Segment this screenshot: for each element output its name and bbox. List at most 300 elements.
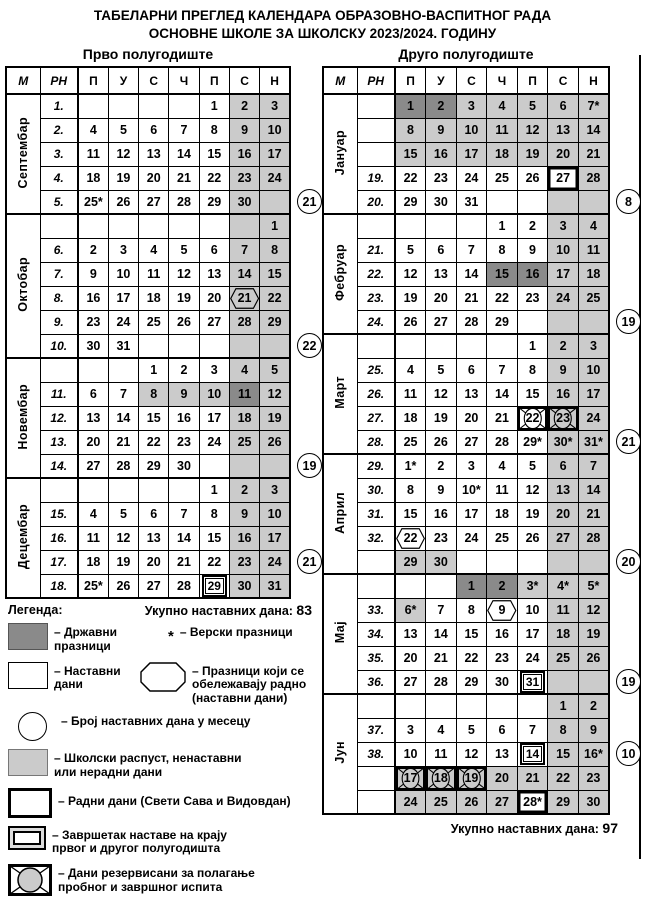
day-cell: 27: [395, 670, 426, 694]
day-cell: 19: [108, 166, 138, 190]
day-cell: [108, 94, 138, 118]
column-header: Н: [578, 67, 609, 94]
day-cell: 17: [260, 526, 290, 550]
day-cell: 14: [456, 262, 487, 286]
day-cell: [578, 310, 609, 334]
day-cell: 25: [229, 430, 259, 454]
day-cell: 25*: [78, 190, 108, 214]
day-cell: [199, 334, 229, 358]
day-cell-dbox: 14: [517, 742, 548, 766]
day-cell: 30: [229, 190, 259, 214]
day-cell: 18: [78, 166, 108, 190]
day-cell: 26: [426, 430, 457, 454]
week-number: 26.: [357, 382, 395, 406]
day-cell: [260, 454, 290, 478]
day-cell: 5: [456, 718, 487, 742]
week-number: 31.: [357, 502, 395, 526]
day-cell: 20: [199, 286, 229, 310]
day-cell: 4: [426, 718, 457, 742]
day-cell: 7: [169, 502, 199, 526]
day-cell: 24: [456, 526, 487, 550]
month-teaching-days-circle: 8: [616, 189, 641, 214]
legend-label: – Дани резервисани за полагање пробног и завршног испита: [58, 866, 255, 894]
first-semester-table: [5, 66, 317, 599]
day-cell: 7: [487, 358, 518, 382]
day-cell: 27: [487, 790, 518, 814]
month-label: Децембар: [6, 478, 40, 598]
column-header: Ч: [487, 67, 518, 94]
week-number: 14.: [40, 454, 78, 478]
week-number: 7.: [40, 262, 78, 286]
day-cell: [139, 94, 169, 118]
week-number: 18.: [40, 574, 78, 598]
day-cell: 19: [108, 550, 138, 574]
day-cell: 8: [260, 238, 290, 262]
day-cell: 8: [517, 358, 548, 382]
day-cell: [578, 190, 609, 214]
day-cell: [578, 550, 609, 574]
week-number: [357, 94, 395, 118]
teaching-day-swatch-icon: [8, 662, 48, 689]
day-cell: [169, 334, 199, 358]
week-number: 6.: [40, 238, 78, 262]
column-header: С: [456, 67, 487, 94]
first-semester-title: Прво полугодиште: [82, 46, 214, 62]
day-cell: 8: [487, 238, 518, 262]
day-cell: 28: [108, 454, 138, 478]
day-cell: 11: [395, 382, 426, 406]
day-cell: 29: [199, 190, 229, 214]
week-number: 36.: [357, 670, 395, 694]
day-cell: [517, 310, 548, 334]
day-cell: 4: [78, 118, 108, 142]
day-cell: [456, 550, 487, 574]
day-cell: 21: [456, 286, 487, 310]
day-cell: 6: [548, 454, 579, 478]
day-cell: 28: [578, 526, 609, 550]
day-cell: 23: [78, 310, 108, 334]
day-cell: 29: [395, 550, 426, 574]
day-cell: 2: [548, 334, 579, 358]
day-cell: 6*: [395, 598, 426, 622]
day-cell: [169, 214, 199, 238]
day-cell: 5: [426, 358, 457, 382]
day-cell: 7*: [578, 94, 609, 118]
day-cell: 6: [487, 718, 518, 742]
day-cell: 26: [517, 166, 548, 190]
day-cell: 5: [108, 502, 138, 526]
column-header: У: [108, 67, 138, 94]
month-teaching-days-circle: 19: [616, 309, 641, 334]
day-cell: 14: [108, 406, 138, 430]
day-cell: 18: [229, 406, 259, 430]
day-cell: [517, 190, 548, 214]
day-cell: 2: [78, 238, 108, 262]
week-number: 38.: [357, 742, 395, 766]
day-cell: 21: [517, 766, 548, 790]
week-number: 10.: [40, 334, 78, 358]
day-cell: 9: [78, 262, 108, 286]
day-cell: 10: [578, 358, 609, 382]
day-cell: 1: [517, 334, 548, 358]
month-teaching-days-circle: 21: [297, 189, 322, 214]
month-label: Мај: [323, 574, 357, 694]
day-cell: [395, 694, 426, 718]
day-cell: 18: [395, 406, 426, 430]
week-number: [357, 550, 395, 574]
total-value: 83: [296, 602, 312, 618]
day-cell: 1: [199, 478, 229, 502]
day-cell: 11: [548, 598, 579, 622]
day-cell-dbox: 31: [517, 670, 548, 694]
day-cell: 5: [169, 238, 199, 262]
day-cell: 23: [578, 766, 609, 790]
state-holiday-swatch-icon: [8, 623, 48, 650]
day-cell: [78, 214, 108, 238]
week-number: 35.: [357, 646, 395, 670]
page-title-line1: ТАБЕЛАРНИ ПРЕГЛЕД КАЛЕНДАРА ОБРАЗОВНО-ВАСПИТНОГ РАДА: [93, 8, 552, 23]
day-cell: 23: [169, 430, 199, 454]
day-cell: [426, 214, 457, 238]
day-cell: 5: [260, 358, 290, 382]
day-cell: 20: [395, 646, 426, 670]
day-cell: 8: [456, 598, 487, 622]
day-cell: 2: [578, 694, 609, 718]
day-cell: 25: [139, 310, 169, 334]
day-cell: 8: [548, 718, 579, 742]
column-header: С: [139, 67, 169, 94]
day-cell: 6: [456, 358, 487, 382]
day-cell: [199, 214, 229, 238]
day-cell: 9: [426, 118, 457, 142]
day-cell-hex: 21: [229, 286, 259, 310]
day-cell: 24: [108, 310, 138, 334]
day-cell: 27: [199, 310, 229, 334]
day-cell: 10: [260, 502, 290, 526]
day-cell: 12: [169, 262, 199, 286]
week-number: 30.: [357, 478, 395, 502]
column-header: У: [426, 67, 457, 94]
day-cell: 6: [199, 238, 229, 262]
day-cell: 2: [426, 454, 457, 478]
total-label: Укупно наставних дана:: [450, 822, 599, 836]
day-cell: 25: [426, 790, 457, 814]
day-cell: 4: [395, 358, 426, 382]
day-cell: 30: [229, 574, 259, 598]
day-cell: [229, 334, 259, 358]
day-cell: 4: [487, 94, 518, 118]
day-cell: 1: [395, 94, 426, 118]
month-teaching-days-circle: 21: [297, 549, 322, 574]
day-cell: 26: [517, 526, 548, 550]
day-cell: 20: [78, 430, 108, 454]
day-cell: 24: [548, 286, 579, 310]
day-cell-exam: 23: [548, 406, 579, 430]
day-cell: 15: [395, 502, 426, 526]
second-semester-title: Друго полугодиште: [398, 46, 534, 62]
day-cell: 16: [229, 142, 259, 166]
day-cell: 13: [426, 262, 457, 286]
day-cell: 10: [199, 382, 229, 406]
day-cell: 7: [169, 118, 199, 142]
day-cell: 17: [578, 382, 609, 406]
day-cell: [517, 694, 548, 718]
day-cell: 22: [395, 166, 426, 190]
month-teaching-days-circle: 20: [616, 549, 641, 574]
week-number: 27.: [357, 406, 395, 430]
day-cell: 1: [548, 694, 579, 718]
week-number: 1.: [40, 94, 78, 118]
day-cell: 7: [229, 238, 259, 262]
day-cell: 5: [517, 454, 548, 478]
day-cell: 18: [487, 142, 518, 166]
day-cell: 3: [199, 358, 229, 382]
day-cell: [229, 214, 259, 238]
day-cell: [517, 550, 548, 574]
day-cell-box: 28*: [517, 790, 548, 814]
day-cell: 30: [426, 550, 457, 574]
day-cell: 23: [229, 550, 259, 574]
day-cell: 4: [78, 502, 108, 526]
day-cell: [229, 454, 259, 478]
day-cell: 2: [169, 358, 199, 382]
day-cell: 6: [139, 118, 169, 142]
day-cell: 10: [108, 262, 138, 286]
day-cell: 22: [139, 430, 169, 454]
day-cell: 15: [199, 142, 229, 166]
day-cell: 9: [578, 718, 609, 742]
day-cell: 14: [169, 526, 199, 550]
day-cell: 21: [578, 142, 609, 166]
day-cell: [487, 694, 518, 718]
column-header: П: [395, 67, 426, 94]
day-cell: 11: [229, 382, 259, 406]
day-cell: 12: [426, 382, 457, 406]
week-number: 15.: [40, 502, 78, 526]
day-cell: 7: [108, 382, 138, 406]
day-cell: [395, 334, 426, 358]
day-cell-exam: 18: [426, 766, 457, 790]
week-number: 37.: [357, 718, 395, 742]
day-cell: [78, 478, 108, 502]
column-header: Ч: [169, 67, 199, 94]
day-cell: 3: [578, 334, 609, 358]
day-cell: 18: [578, 262, 609, 286]
day-cell: [260, 334, 290, 358]
day-cell: 18: [139, 286, 169, 310]
day-cell: [456, 694, 487, 718]
day-cell: 10: [456, 118, 487, 142]
week-number: 22.: [357, 262, 395, 286]
legend-item-religious-holidays: [140, 623, 360, 654]
day-cell: 22: [456, 646, 487, 670]
week-number: 33.: [357, 598, 395, 622]
legend-item-working-holidays: [140, 662, 360, 706]
day-cell: 7: [456, 238, 487, 262]
day-cell: [578, 670, 609, 694]
day-cell: 16: [487, 622, 518, 646]
day-cell: 5*: [578, 574, 609, 598]
day-cell: 24: [517, 646, 548, 670]
day-cell: 21: [426, 646, 457, 670]
week-number: [357, 214, 395, 238]
legend-label: – Број наставних дана у месецу: [61, 713, 251, 728]
day-cell: 19: [517, 502, 548, 526]
day-cell: 25: [395, 430, 426, 454]
day-cell: 22: [487, 286, 518, 310]
day-cell: 28: [169, 190, 199, 214]
day-cell: 20: [487, 766, 518, 790]
week-number: 29.: [357, 454, 395, 478]
legend-label: – Школски распуст, ненаставни или нерадни дани: [54, 750, 242, 779]
day-cell: [139, 478, 169, 502]
day-cell: 18: [487, 502, 518, 526]
day-cell: 5: [517, 94, 548, 118]
total-label: Укупно наставних дана:: [144, 604, 293, 618]
week-number: [40, 478, 78, 502]
day-cell: 4: [487, 454, 518, 478]
day-cell: 28: [487, 430, 518, 454]
day-cell: 12: [395, 262, 426, 286]
day-cell: 2: [229, 94, 259, 118]
day-cell: [139, 214, 169, 238]
day-cell: 9: [426, 478, 457, 502]
day-cell: 11: [139, 262, 169, 286]
day-cell: [487, 190, 518, 214]
day-cell: 3: [108, 238, 138, 262]
day-cell: 24: [260, 550, 290, 574]
day-cell: 17: [548, 262, 579, 286]
day-cell: 1: [139, 358, 169, 382]
day-cell: 30: [78, 334, 108, 358]
month-label: Фебруар: [323, 214, 357, 334]
day-cell: 3: [456, 94, 487, 118]
week-number: [357, 694, 395, 718]
day-cell: 31*: [578, 430, 609, 454]
day-cell: 7: [426, 598, 457, 622]
day-cell-exam: 17: [395, 766, 426, 790]
day-cell: 20: [548, 502, 579, 526]
day-cell: 12: [517, 478, 548, 502]
week-number: 21.: [357, 238, 395, 262]
month-teaching-days-circle: 19: [616, 669, 641, 694]
day-cell: [395, 214, 426, 238]
day-cell: [548, 670, 579, 694]
month-label: Март: [323, 334, 357, 454]
break-swatch-icon: [8, 749, 48, 776]
day-cell: 6: [139, 502, 169, 526]
legend-label: – Радни дани (Свети Сава и Видовдан): [58, 793, 291, 808]
day-cell: 21: [578, 502, 609, 526]
day-cell: 31: [108, 334, 138, 358]
day-cell: [456, 214, 487, 238]
day-cell: 14: [578, 118, 609, 142]
day-cell-exam: 19: [456, 766, 487, 790]
day-cell: 12: [456, 742, 487, 766]
day-cell-hex: 9: [487, 598, 518, 622]
day-cell-box: 27: [548, 166, 579, 190]
day-cell: 16: [229, 526, 259, 550]
day-cell: 22: [199, 166, 229, 190]
day-cell: 14: [169, 142, 199, 166]
day-cell: 16: [426, 502, 457, 526]
page-right-rule: [639, 55, 641, 859]
week-number: [357, 142, 395, 166]
day-cell: 25: [548, 646, 579, 670]
day-cell: 25: [487, 166, 518, 190]
day-cell: 27: [139, 190, 169, 214]
week-number: [357, 790, 395, 814]
week-number: 17.: [40, 550, 78, 574]
column-header: П: [78, 67, 108, 94]
page-title: [0, 7, 645, 43]
day-cell: 11: [78, 142, 108, 166]
day-cell: [108, 214, 138, 238]
week-number: 13.: [40, 430, 78, 454]
day-cell: 16: [548, 382, 579, 406]
day-cell: 13: [395, 622, 426, 646]
day-cell: 14: [578, 478, 609, 502]
day-cell: 1: [199, 94, 229, 118]
day-cell: 3: [260, 478, 290, 502]
legend-item-exam-days: [8, 864, 316, 896]
day-cell: 19: [426, 406, 457, 430]
day-cell: 3: [456, 454, 487, 478]
day-cell: 12: [108, 526, 138, 550]
day-cell: 12: [517, 118, 548, 142]
day-cell: 16*: [578, 742, 609, 766]
day-cell: 27: [139, 574, 169, 598]
day-cell-dbox: 29: [199, 574, 229, 598]
day-cell: 8: [395, 118, 426, 142]
day-cell: [395, 574, 426, 598]
day-cell: 6: [548, 94, 579, 118]
day-cell: 28: [456, 310, 487, 334]
day-cell: 22: [260, 286, 290, 310]
week-number: 3.: [40, 142, 78, 166]
day-cell: [548, 550, 579, 574]
day-cell: 2: [229, 478, 259, 502]
month-label: Октобар: [6, 214, 40, 358]
day-cell: 25*: [78, 574, 108, 598]
day-cell: 21: [169, 550, 199, 574]
column-header: П: [199, 67, 229, 94]
day-cell: 29: [548, 790, 579, 814]
day-cell: 29*: [517, 430, 548, 454]
week-number: 5.: [40, 190, 78, 214]
legend-item-teaching-days: [8, 662, 136, 706]
day-cell: 22: [199, 550, 229, 574]
day-cell: 26: [260, 430, 290, 454]
day-cell: 12: [108, 142, 138, 166]
week-number: 11.: [40, 382, 78, 406]
day-cell: 19: [260, 406, 290, 430]
day-cell: 8: [199, 502, 229, 526]
day-cell: 8: [199, 118, 229, 142]
month-label: Новембар: [6, 358, 40, 478]
day-cell: [548, 190, 579, 214]
day-cell: 9: [229, 118, 259, 142]
week-number: 24.: [357, 310, 395, 334]
octagon-icon: [140, 662, 186, 692]
month-label: Јануар: [323, 94, 357, 214]
day-cell: 2: [487, 574, 518, 598]
day-cell: [260, 190, 290, 214]
double-box-icon: [8, 826, 46, 850]
day-cell: 17: [108, 286, 138, 310]
asterisk-icon: *: [168, 628, 174, 645]
column-header: М: [6, 67, 40, 94]
